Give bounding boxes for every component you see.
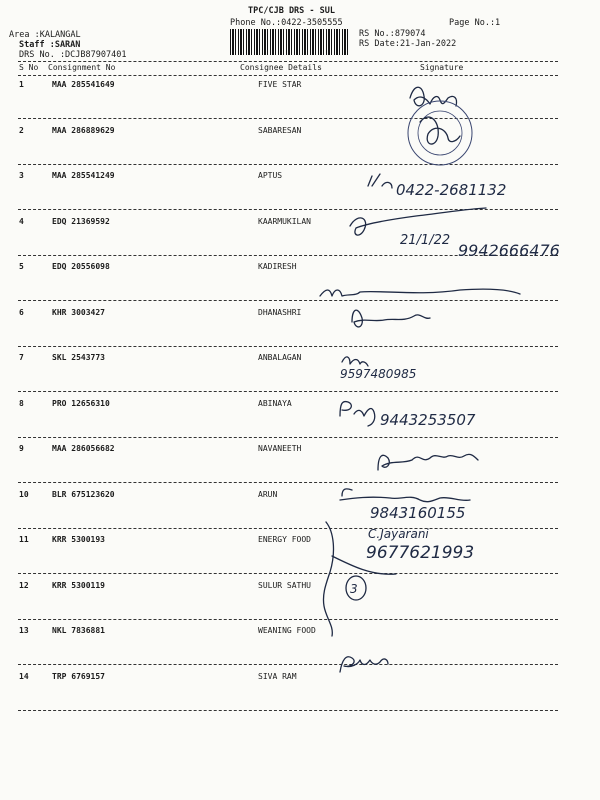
row-serial-number: 14 bbox=[19, 672, 29, 681]
row-consignment-number: MAA 286056682 bbox=[52, 444, 115, 453]
row-consignee: SIVA RAM bbox=[258, 672, 297, 681]
col-signature: Signature bbox=[420, 63, 464, 72]
row-serial-number: 12 bbox=[19, 581, 29, 590]
row-serial-number: 2 bbox=[19, 126, 24, 135]
signature-row-2 bbox=[420, 117, 460, 144]
row-consignee: KADIRESH bbox=[258, 262, 297, 271]
row-consignment-number: KRR 5300193 bbox=[52, 535, 105, 544]
row-consignment-number: EDQ 20556098 bbox=[52, 262, 110, 271]
handwritten-name-11: C.Jayarani bbox=[368, 527, 429, 541]
row-consignee: ARUN bbox=[258, 490, 278, 499]
row-consignee: KAARMUKILAN bbox=[258, 217, 311, 226]
row-serial-number: 11 bbox=[19, 535, 29, 544]
signature-row-7 bbox=[342, 357, 368, 366]
row-consignment-number: NKL 7836881 bbox=[52, 626, 105, 635]
rs-date: RS Date:21-Jan-2022 bbox=[359, 39, 457, 49]
row-consignment-number: TRP 6769157 bbox=[52, 672, 105, 681]
row-serial-number: 10 bbox=[19, 490, 29, 499]
row-consignee: NAVANEETH bbox=[258, 444, 302, 453]
row-serial-number: 13 bbox=[19, 626, 29, 635]
handwritten-phone-10: 9843160155 bbox=[370, 504, 466, 522]
signature-row-8 bbox=[340, 402, 375, 426]
row-serial-number: 6 bbox=[19, 308, 24, 317]
signature-row-9 bbox=[378, 454, 478, 470]
col-consignee: Consignee Details bbox=[240, 63, 322, 72]
row-consignment-number: KRR 5300119 bbox=[52, 581, 105, 590]
handwritten-phone-4: 9942666476 bbox=[458, 241, 560, 260]
col-consignment: Consignment No bbox=[48, 63, 116, 72]
row-serial-number: 8 bbox=[19, 399, 24, 408]
row-consignee: DHANASHRI bbox=[258, 308, 302, 317]
signature-row-4 bbox=[350, 208, 486, 235]
signature-row-14 bbox=[340, 657, 388, 672]
circled-number: 3 bbox=[350, 582, 358, 596]
row-serial-number: 5 bbox=[19, 262, 24, 271]
col-sno: S No bbox=[19, 63, 39, 72]
row-consignee: SABARESAN bbox=[258, 126, 302, 135]
staff-label: Staff :SARAN bbox=[19, 40, 81, 50]
row-consignment-number: EDQ 21369592 bbox=[52, 217, 110, 226]
signature-row-3 bbox=[368, 174, 392, 188]
drs-number: DRS No. :DCJB87907401 bbox=[19, 50, 127, 60]
row-consignee: WEANING FOOD bbox=[258, 626, 316, 635]
row-consignment-number: MAA 285541649 bbox=[52, 80, 115, 89]
document-title: TPC/CJB DRS - SUL bbox=[248, 6, 335, 16]
signature-row-1 bbox=[410, 87, 457, 106]
handwritten-phone-7: 9597480985 bbox=[340, 367, 417, 381]
row-serial-number: 9 bbox=[19, 444, 24, 453]
handwritten-phone-8: 9443253507 bbox=[380, 411, 476, 429]
row-serial-number: 4 bbox=[19, 217, 24, 226]
row-consignment-number: BLR 675123620 bbox=[52, 490, 115, 499]
row-consignment-number: MAA 286889629 bbox=[52, 126, 115, 135]
row-consignment-number: PRO 12656310 bbox=[52, 399, 110, 408]
row-serial-number: 1 bbox=[19, 80, 24, 89]
signature-row-6 bbox=[320, 289, 520, 296]
row-consignee: FIVE STAR bbox=[258, 80, 302, 89]
handwritten-phone-3: 0422-2681132 bbox=[396, 181, 507, 199]
handwritten-phone-11: 9677621993 bbox=[366, 543, 475, 563]
phone-number: Phone No.:0422-3505555 bbox=[230, 18, 343, 28]
handwritten-date-4: 21/1/22 bbox=[400, 233, 451, 248]
area-label: Area :KALANGAL bbox=[9, 30, 81, 40]
row-consignment-number: KHR 3003427 bbox=[52, 308, 105, 317]
row-consignee: ANBALAGAN bbox=[258, 353, 302, 362]
row-serial-number: 7 bbox=[19, 353, 24, 362]
row-consignee: ENERGY FOOD bbox=[258, 535, 311, 544]
signature-row-10 bbox=[340, 489, 470, 502]
page-number: Page No.:1 bbox=[449, 18, 501, 28]
signature-row-6b bbox=[352, 310, 430, 327]
rs-number: RS No.:879074 bbox=[359, 29, 426, 39]
row-consignee: SULUR SATHU bbox=[258, 581, 311, 590]
row-serial-number: 3 bbox=[19, 171, 24, 180]
row-consignment-number: MAA 285541249 bbox=[52, 171, 115, 180]
row-consignee: APTUS bbox=[258, 171, 283, 180]
row-consignment-number: SKL 2543773 bbox=[52, 353, 105, 362]
row-consignee: ABINAYA bbox=[258, 399, 292, 408]
